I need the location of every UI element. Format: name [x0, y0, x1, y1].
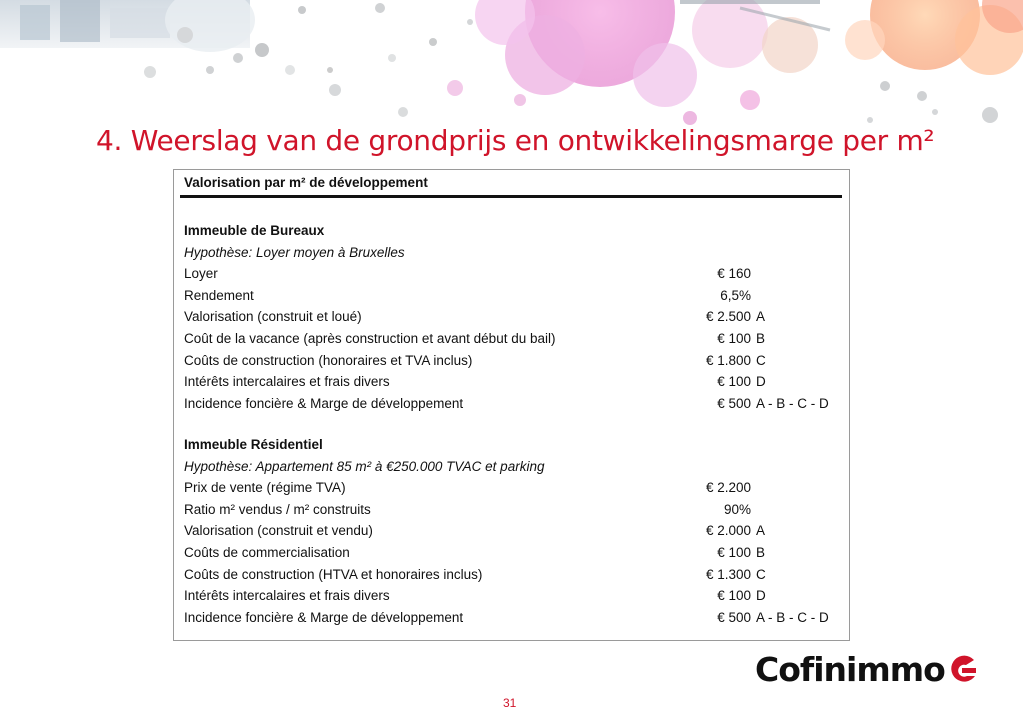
- valuation-table: [173, 169, 850, 641]
- row-label: Coûts de construction (honoraires et TVA inclus): [184, 352, 473, 368]
- row-label: Incidence foncière & Marge de développement: [184, 395, 464, 411]
- table-header: Valorisation par m² de développement: [184, 175, 428, 190]
- table-row: [174, 585, 851, 607]
- row-value: € 100: [717, 544, 751, 560]
- row-label: Intérêts intercalaires et frais divers: [184, 374, 390, 390]
- row-label: Valorisation (construit et vendu): [184, 523, 373, 539]
- row-letter: D: [756, 374, 766, 390]
- table-row: [174, 520, 851, 542]
- row-letter: A - B - C - D: [756, 609, 829, 625]
- row-value: € 2.500: [705, 309, 751, 325]
- residential-section: [174, 434, 851, 628]
- row-letter: C: [756, 566, 766, 582]
- row-letter: A: [756, 523, 766, 539]
- row-label: Incidence foncière & Marge de développement: [184, 609, 464, 625]
- row-letter: C: [756, 352, 766, 368]
- logo-text: Cofinimmo: [755, 650, 945, 689]
- row-value: € 100: [717, 374, 751, 390]
- offices-heading: Immeuble de Bureaux: [184, 223, 325, 238]
- row-value: € 500: [717, 395, 751, 411]
- row-label: Loyer: [184, 266, 218, 282]
- decorative-banner: [0, 0, 1023, 135]
- table-row: [174, 371, 851, 393]
- table-row: [174, 393, 851, 415]
- table-row: [174, 607, 851, 629]
- row-value: € 2.000: [705, 523, 751, 539]
- table-row: [174, 564, 851, 586]
- row-value: € 100: [717, 330, 751, 346]
- row-label: Coûts de construction (HTVA et honoraires inclus): [184, 566, 483, 582]
- hypothesis-row: [174, 242, 851, 264]
- row-label: Prix de vente (régime TVA): [184, 480, 346, 496]
- company-logo: [755, 650, 978, 689]
- residential-hypothesis: Hypothèse: Appartement 85 m² à €250.000 TVAC et parking: [184, 458, 545, 474]
- table-row: [174, 477, 851, 499]
- section-heading: [174, 434, 851, 456]
- row-letter: A - B - C - D: [756, 395, 829, 411]
- table-row: [174, 328, 851, 350]
- offices-section: [174, 220, 851, 414]
- row-value: € 1.300: [705, 566, 751, 582]
- table-row: [174, 263, 851, 285]
- row-value: € 100: [717, 588, 751, 604]
- row-letter: B: [756, 544, 766, 560]
- row-label: Ratio m² vendus / m² construits: [184, 501, 371, 517]
- slide-title: 4. Weerslag van de grondprijs en ontwikkelingsmarge per m²: [96, 124, 935, 157]
- section-heading: [174, 220, 851, 242]
- row-value: € 2.200: [705, 480, 751, 496]
- page-number: 31: [503, 696, 517, 710]
- offices-hypothesis: Hypothèse: Loyer moyen à Bruxelles: [184, 244, 405, 260]
- row-letter: A: [756, 309, 766, 325]
- row-letter: D: [756, 588, 766, 604]
- row-value: € 1.800: [705, 352, 751, 368]
- logo-mark-icon: [948, 654, 978, 686]
- table-row: [174, 350, 851, 372]
- row-value: 90%: [723, 501, 751, 517]
- row-letter: B: [756, 330, 766, 346]
- table-row: [174, 499, 851, 521]
- row-value: 6,5%: [720, 287, 751, 303]
- residential-heading: Immeuble Résidentiel: [184, 437, 323, 452]
- hypothesis-row: [174, 456, 851, 478]
- row-label: Coûts de commercialisation: [184, 544, 350, 560]
- table-row: [174, 285, 851, 307]
- row-label: Rendement: [184, 287, 254, 303]
- row-label: Coût de la vacance (après construction et avant début du bail): [184, 330, 556, 346]
- row-label: Valorisation (construit et loué): [184, 309, 362, 325]
- header-divider: [180, 195, 842, 198]
- row-value: € 160: [717, 266, 751, 282]
- row-value: € 500: [717, 609, 751, 625]
- table-row: [174, 306, 851, 328]
- row-label: Intérêts intercalaires et frais divers: [184, 588, 390, 604]
- table-row: [174, 542, 851, 564]
